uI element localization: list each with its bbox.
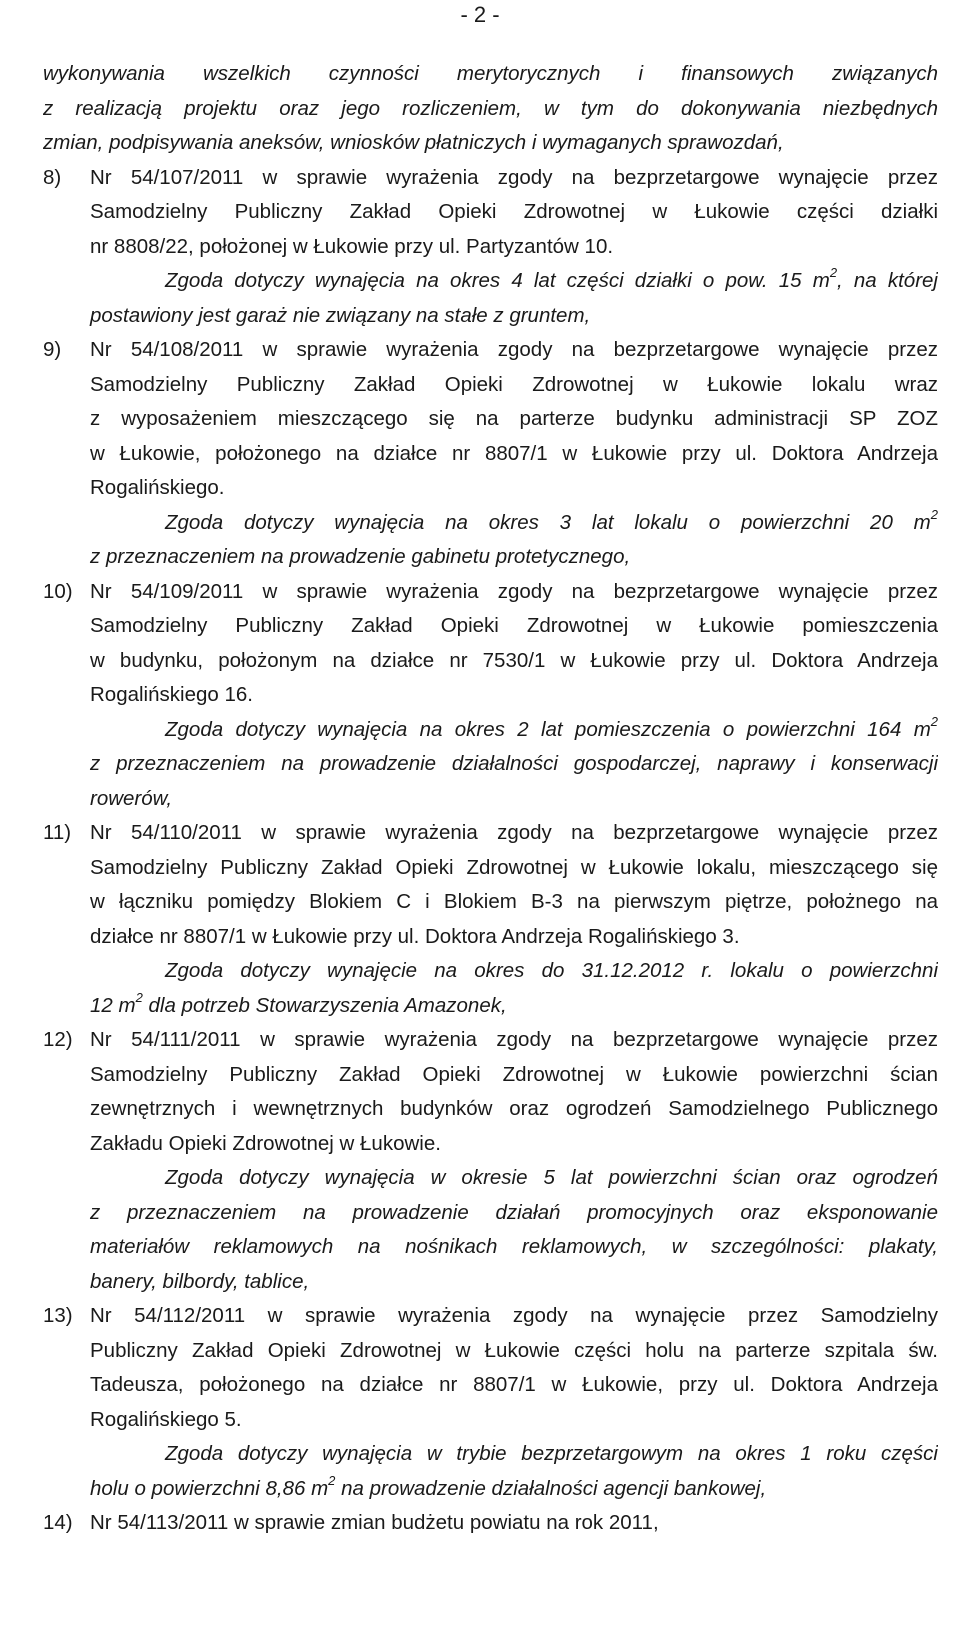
item-text: w budynku, położonym na działce nr 7530/1 w Łukowie przy ul. Doktora Andrzeja (90, 648, 938, 672)
item-text: Samodzielny Publiczny Zakład Opieki Zdrowotnej w Łukowie lokalu wraz (90, 372, 938, 396)
item-text: nr 8808/22, położonej w Łukowie przy ul. Partyzantów 10. (90, 234, 614, 258)
list-item-13 (43, 1299, 938, 1334)
item-number: 10) (43, 579, 73, 603)
item-text: Nr 54/107/2011 w sprawie wyrażenia zgody na bezprzetargowe wynajęcie przez (90, 165, 938, 189)
intro-line: zmian, podpisywania aneksów, wniosków płatniczych i wymaganych sprawozdań, (43, 131, 784, 154)
item-number: 13) (43, 1304, 73, 1327)
item-text: Nr 54/113/2011 w sprawie zmian budżetu powiatu na rok 2011, (90, 1511, 659, 1534)
item-text: w łączniku pomiędzy Blokiem C i Blokiem B-3 na pierwszym piętrze, położnego na (90, 890, 938, 913)
list-item-14 (43, 1506, 938, 1541)
item-text: Publiczny Zakład Opieki Zdrowotnej w Łukowie części holu na parterze szpitala św. (90, 1338, 938, 1362)
item-text: Rogalińskiego. (90, 476, 225, 499)
item-number: 8) (43, 165, 62, 189)
item-number: 14) (43, 1511, 73, 1534)
item-number: 12) (43, 1028, 73, 1051)
item-note: rowerów, (90, 786, 173, 810)
item-text: Nr 54/108/2011 w sprawie wyrażenia zgody na bezprzetargowe wynajęcie przez (90, 338, 938, 361)
item-note: Zgoda dotyczy wynajęcia na okres 2 lat pomieszczenia o powierzchni 164 $m^2$ (165, 713, 938, 741)
item-text: Samodzielny Publiczny Zakład Opieki Zdrowotnej w Łukowie lokalu, mieszczącego się (90, 855, 938, 879)
intro-line: wykonywania wszelkich czynności merytorycznych i finansowych związanych (43, 62, 938, 85)
page-number: - 2 - (460, 2, 500, 27)
document-body (43, 57, 938, 1541)
intro-line: z realizacją projektu oraz jego rozliczeniem, w tym do dokonywania niezbędnych (43, 96, 938, 120)
item-note: Zgoda dotyczy wynajęcia w okresie 5 lat powierzchni ścian oraz ogrodzeń (165, 1166, 938, 1189)
item-note: Zgoda dotyczy wynajęcia na okres 4 lat części działki o pow. 15 $m^2$, na której (165, 265, 938, 292)
item-text: Zakładu Opieki Zdrowotnej w Łukowie. (90, 1131, 441, 1155)
item-note: z przeznaczeniem na prowadzenie gabinetu protetycznego, (90, 545, 631, 568)
item-text: Nr 54/110/2011 w sprawie wyrażenia zgody na bezprzetargowe wynajęcie przez (90, 821, 938, 844)
list-item-9 (43, 333, 938, 368)
list-item-11 (43, 816, 938, 851)
item-note: 12 $m^2$ dla potrzeb Stowarzyszenia Amazonek, (90, 989, 507, 1017)
item-text: Nr 54/109/2011 w sprawie wyrażenia zgody na bezprzetargowe wynajęcie przez (90, 579, 938, 603)
item-note: Zgoda dotyczy wynajęcia w trybie bezprzetargowym na okres 1 roku części (165, 1442, 938, 1465)
item-text: Rogalińskiego 5. (90, 1407, 242, 1431)
item-text: Samodzielny Publiczny Zakład Opieki Zdrowotnej w Łukowie powierzchni ścian (90, 1062, 938, 1086)
list-item-12 (43, 1023, 938, 1058)
item-text: z wyposażeniem mieszczącego się na parterze budynku administracji SP ZOZ (90, 407, 938, 430)
item-text: Samodzielny Publiczny Zakład Opieki Zdrowotnej w Łukowie pomieszczenia (90, 614, 938, 637)
item-text: Samodzielny Publiczny Zakład Opieki Zdrowotnej w Łukowie części działki (90, 200, 938, 223)
item-number: 9) (43, 338, 62, 361)
item-text: Nr 54/112/2011 w sprawie wyrażenia zgody na wynajęcie przez Samodzielny (90, 1304, 938, 1327)
item-note: Zgoda dotyczy wynajęcia na okres 3 lat lokalu o powierzchni 20 $m^2$ (165, 506, 938, 534)
list-item-10 (43, 575, 938, 610)
item-text: Nr 54/111/2011 w sprawie wyrażenia zgody na bezprzetargowe wynajęcie przez (90, 1028, 938, 1051)
item-note: postawiony jest garaż nie związany na stałe z gruntem, (90, 303, 591, 327)
item-number: 11) (43, 821, 72, 844)
item-text: w Łukowie, położonego na działce nr 8807/1 w Łukowie przy ul. Doktora Andrzeja (90, 441, 938, 465)
item-note: materiałów reklamowych na nośnikach reklamowych, w szczególności: plakaty, (90, 1235, 938, 1258)
item-text: Tadeusza, położonego na działce nr 8807/1 w Łukowie, przy ul. Doktora Andrzeja (90, 1373, 938, 1396)
item-text: działce nr 8807/1 w Łukowie przy ul. Doktora Andrzeja Rogalińskiego 3. (90, 924, 740, 948)
item-note: banery, bilbordy, tablice, (90, 1269, 310, 1293)
item-note: z przeznaczeniem na prowadzenie działań promocyjnych oraz eksponowanie (90, 1200, 938, 1224)
item-note: holu o powierzchni 8,86 $m^2$ na prowadzenie działalności agencji bankowej, (90, 1472, 767, 1500)
item-text: Rogalińskiego 16. (90, 683, 253, 706)
list-item-8 (43, 161, 938, 196)
item-text: zewnętrznych i wewnętrznych budynków oraz ogrodzeń Samodzielnego Publicznego (90, 1097, 938, 1120)
item-note: Zgoda dotyczy wynajęcie na okres do 31.12.2012 r. lokalu o powierzchni (165, 959, 938, 982)
item-note: z przeznaczeniem na prowadzenie działalności gospodarczej, naprawy i konserwacji (90, 752, 938, 775)
